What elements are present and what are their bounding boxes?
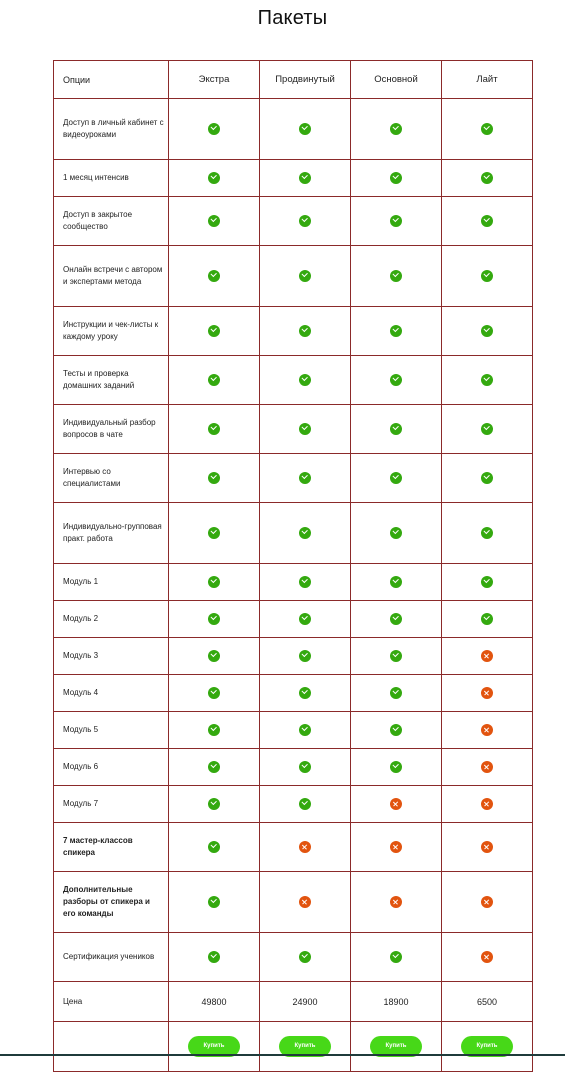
check-circle-icon <box>208 650 220 662</box>
table-row <box>54 307 533 356</box>
cross-circle-icon <box>481 841 493 853</box>
option-label: Дополнительные разборы от спикера и его команды <box>54 872 169 933</box>
mark-cell-lite <box>442 749 533 786</box>
header-package-advanced: Продвинутый <box>260 61 351 99</box>
option-label: Инструкции и чек-листы к каждому уроку <box>54 307 169 356</box>
mark-cell-extra <box>169 675 260 712</box>
mark-cell-lite <box>442 675 533 712</box>
cross-circle-icon <box>481 896 493 908</box>
mark-cell-basic <box>351 601 442 638</box>
check-circle-icon <box>390 527 402 539</box>
mark-cell-basic <box>351 356 442 405</box>
mark-cell-advanced <box>260 601 351 638</box>
option-label: Тесты и проверка домашних заданий <box>54 356 169 405</box>
check-circle-icon <box>390 761 402 773</box>
check-circle-icon <box>208 423 220 435</box>
buy-button-extra[interactable]: Купить <box>188 1036 240 1057</box>
mark-cell-basic <box>351 246 442 307</box>
check-circle-icon <box>390 423 402 435</box>
check-circle-icon <box>481 325 493 337</box>
mark-cell-lite <box>442 872 533 933</box>
price-row <box>54 982 533 1022</box>
check-circle-icon <box>208 613 220 625</box>
check-circle-icon <box>390 325 402 337</box>
mark-cell-advanced <box>260 933 351 982</box>
check-circle-icon <box>390 270 402 282</box>
mark-cell-advanced <box>260 749 351 786</box>
table-row <box>54 601 533 638</box>
check-circle-icon <box>299 215 311 227</box>
mark-cell-extra <box>169 712 260 749</box>
check-circle-icon <box>208 374 220 386</box>
check-circle-icon <box>299 270 311 282</box>
table-row <box>54 454 533 503</box>
check-circle-icon <box>299 423 311 435</box>
buy-button-lite[interactable]: Купить <box>461 1036 513 1057</box>
mark-cell-lite <box>442 823 533 872</box>
check-circle-icon <box>481 270 493 282</box>
buy-row-empty <box>54 1022 169 1072</box>
mark-cell-lite <box>442 638 533 675</box>
mark-cell-advanced <box>260 197 351 246</box>
mark-cell-lite <box>442 99 533 160</box>
option-label: Сертификация учеников <box>54 933 169 982</box>
check-circle-icon <box>390 650 402 662</box>
table-row <box>54 246 533 307</box>
check-circle-icon <box>208 576 220 588</box>
check-circle-icon <box>299 687 311 699</box>
cross-circle-icon <box>299 841 311 853</box>
check-circle-icon <box>390 613 402 625</box>
table-header-row <box>54 61 533 99</box>
mark-cell-lite <box>442 564 533 601</box>
cross-circle-icon <box>481 951 493 963</box>
option-label: 7 мастер-классов спикера <box>54 823 169 872</box>
mark-cell-extra <box>169 749 260 786</box>
mark-cell-extra <box>169 872 260 933</box>
packages-table <box>53 60 533 1072</box>
mark-cell-extra <box>169 503 260 564</box>
mark-cell-basic <box>351 872 442 933</box>
buy-cell-basic <box>351 1022 442 1072</box>
option-label: Модуль 3 <box>54 638 169 675</box>
page-title: Пакеты <box>257 7 328 29</box>
check-circle-icon <box>208 841 220 853</box>
mark-cell-basic <box>351 307 442 356</box>
table-row <box>54 675 533 712</box>
mark-cell-extra <box>169 564 260 601</box>
check-circle-icon <box>390 951 402 963</box>
buy-button-advanced[interactable]: Купить <box>279 1036 331 1057</box>
table-row <box>54 933 533 982</box>
check-circle-icon <box>299 613 311 625</box>
option-label: Модуль 4 <box>54 675 169 712</box>
check-circle-icon <box>208 896 220 908</box>
mark-cell-basic <box>351 786 442 823</box>
mark-cell-lite <box>442 786 533 823</box>
mark-cell-lite <box>442 454 533 503</box>
check-circle-icon <box>208 527 220 539</box>
buy-cell-advanced <box>260 1022 351 1072</box>
mark-cell-advanced <box>260 712 351 749</box>
option-label: 1 месяц интенсив <box>54 160 169 197</box>
mark-cell-lite <box>442 405 533 454</box>
mark-cell-lite <box>442 197 533 246</box>
option-label: Модуль 5 <box>54 712 169 749</box>
option-label: Модуль 2 <box>54 601 169 638</box>
mark-cell-basic <box>351 405 442 454</box>
mark-cell-basic <box>351 160 442 197</box>
mark-cell-advanced <box>260 99 351 160</box>
header-package-basic: Основной <box>351 61 442 99</box>
table-row <box>54 712 533 749</box>
check-circle-icon <box>299 951 311 963</box>
check-circle-icon <box>299 123 311 135</box>
mark-cell-advanced <box>260 454 351 503</box>
mark-cell-extra <box>169 99 260 160</box>
price-value-advanced: 24900 <box>260 982 351 1022</box>
table-row <box>54 99 533 160</box>
check-circle-icon <box>208 798 220 810</box>
check-circle-icon <box>481 527 493 539</box>
mark-cell-extra <box>169 356 260 405</box>
option-label: Модуль 6 <box>54 749 169 786</box>
mark-cell-lite <box>442 712 533 749</box>
check-circle-icon <box>481 472 493 484</box>
cross-circle-icon <box>481 798 493 810</box>
check-circle-icon <box>299 761 311 773</box>
check-circle-icon <box>390 472 402 484</box>
check-circle-icon <box>299 798 311 810</box>
table-row <box>54 823 533 872</box>
check-circle-icon <box>299 576 311 588</box>
check-circle-icon <box>390 576 402 588</box>
mark-cell-lite <box>442 601 533 638</box>
mark-cell-advanced <box>260 307 351 356</box>
buy-row <box>54 1022 533 1072</box>
table-row <box>54 638 533 675</box>
mark-cell-lite <box>442 246 533 307</box>
mark-cell-extra <box>169 405 260 454</box>
mark-cell-basic <box>351 454 442 503</box>
mark-cell-basic <box>351 503 442 564</box>
check-circle-icon <box>299 724 311 736</box>
check-circle-icon <box>390 172 402 184</box>
check-circle-icon <box>208 123 220 135</box>
table-row <box>54 872 533 933</box>
mark-cell-lite <box>442 503 533 564</box>
mark-cell-advanced <box>260 246 351 307</box>
mark-cell-basic <box>351 197 442 246</box>
option-label: Доступ в закрытое сообщество <box>54 197 169 246</box>
check-circle-icon <box>299 172 311 184</box>
option-label: Доступ в личный кабинет с видеоуроками <box>54 99 169 160</box>
cross-circle-icon <box>299 896 311 908</box>
mark-cell-basic <box>351 638 442 675</box>
check-circle-icon <box>481 613 493 625</box>
check-circle-icon <box>208 215 220 227</box>
mark-cell-extra <box>169 307 260 356</box>
check-circle-icon <box>390 724 402 736</box>
mark-cell-basic <box>351 99 442 160</box>
check-circle-icon <box>481 423 493 435</box>
mark-cell-extra <box>169 638 260 675</box>
check-circle-icon <box>390 123 402 135</box>
mark-cell-lite <box>442 356 533 405</box>
option-label: Индивидуально-групповая практ. работа <box>54 503 169 564</box>
mark-cell-extra <box>169 246 260 307</box>
cross-circle-icon <box>390 798 402 810</box>
check-circle-icon <box>481 374 493 386</box>
price-value-lite: 6500 <box>442 982 533 1022</box>
mark-cell-lite <box>442 933 533 982</box>
mark-cell-advanced <box>260 564 351 601</box>
mark-cell-advanced <box>260 786 351 823</box>
table-row <box>54 786 533 823</box>
check-circle-icon <box>299 325 311 337</box>
mark-cell-advanced <box>260 503 351 564</box>
mark-cell-advanced <box>260 356 351 405</box>
table-row <box>54 197 533 246</box>
price-label: Цена <box>54 982 169 1022</box>
mark-cell-basic <box>351 933 442 982</box>
price-value-basic: 18900 <box>351 982 442 1022</box>
header-package-lite: Лайт <box>442 61 533 99</box>
check-circle-icon <box>208 325 220 337</box>
cross-circle-icon <box>481 761 493 773</box>
mark-cell-advanced <box>260 160 351 197</box>
mark-cell-extra <box>169 160 260 197</box>
mark-cell-basic <box>351 675 442 712</box>
table-row <box>54 564 533 601</box>
buy-button-basic[interactable]: Купить <box>370 1036 422 1057</box>
mark-cell-advanced <box>260 405 351 454</box>
check-circle-icon <box>208 270 220 282</box>
cross-circle-icon <box>390 896 402 908</box>
packages-table-body <box>54 61 533 1072</box>
mark-cell-extra <box>169 454 260 503</box>
option-label: Модуль 1 <box>54 564 169 601</box>
option-label: Онлайн встречи с автором и экспертами метода <box>54 246 169 307</box>
price-value-extra: 49800 <box>169 982 260 1022</box>
cross-circle-icon <box>481 724 493 736</box>
option-label: Модуль 7 <box>54 786 169 823</box>
cross-circle-icon <box>390 841 402 853</box>
buy-cell-extra <box>169 1022 260 1072</box>
mark-cell-extra <box>169 197 260 246</box>
option-label: Интервью со специалистами <box>54 454 169 503</box>
check-circle-icon <box>299 374 311 386</box>
check-circle-icon <box>481 123 493 135</box>
cross-circle-icon <box>481 650 493 662</box>
header-package-extra: Экстра <box>169 61 260 99</box>
table-row <box>54 749 533 786</box>
mark-cell-basic <box>351 823 442 872</box>
check-circle-icon <box>208 761 220 773</box>
mark-cell-advanced <box>260 675 351 712</box>
check-circle-icon <box>481 172 493 184</box>
check-circle-icon <box>299 527 311 539</box>
mark-cell-extra <box>169 823 260 872</box>
table-row <box>54 503 533 564</box>
mark-cell-lite <box>442 160 533 197</box>
check-circle-icon <box>299 472 311 484</box>
mark-cell-basic <box>351 712 442 749</box>
table-row <box>54 160 533 197</box>
table-row <box>54 356 533 405</box>
mark-cell-advanced <box>260 638 351 675</box>
mark-cell-basic <box>351 564 442 601</box>
check-circle-icon <box>208 951 220 963</box>
check-circle-icon <box>390 215 402 227</box>
mark-cell-advanced <box>260 823 351 872</box>
check-circle-icon <box>390 374 402 386</box>
check-circle-icon <box>481 215 493 227</box>
mark-cell-advanced <box>260 872 351 933</box>
check-circle-icon <box>481 576 493 588</box>
header-options: Опции <box>54 61 169 99</box>
mark-cell-lite <box>442 307 533 356</box>
mark-cell-basic <box>351 749 442 786</box>
check-circle-icon <box>208 472 220 484</box>
mark-cell-extra <box>169 933 260 982</box>
cross-circle-icon <box>481 687 493 699</box>
mark-cell-extra <box>169 786 260 823</box>
table-row <box>54 405 533 454</box>
mark-cell-extra <box>169 601 260 638</box>
buy-cell-lite <box>442 1022 533 1072</box>
check-circle-icon <box>208 724 220 736</box>
option-label: Индивидуальный разбор вопросов в чате <box>54 405 169 454</box>
check-circle-icon <box>208 687 220 699</box>
check-circle-icon <box>208 172 220 184</box>
check-circle-icon <box>390 687 402 699</box>
check-circle-icon <box>299 650 311 662</box>
